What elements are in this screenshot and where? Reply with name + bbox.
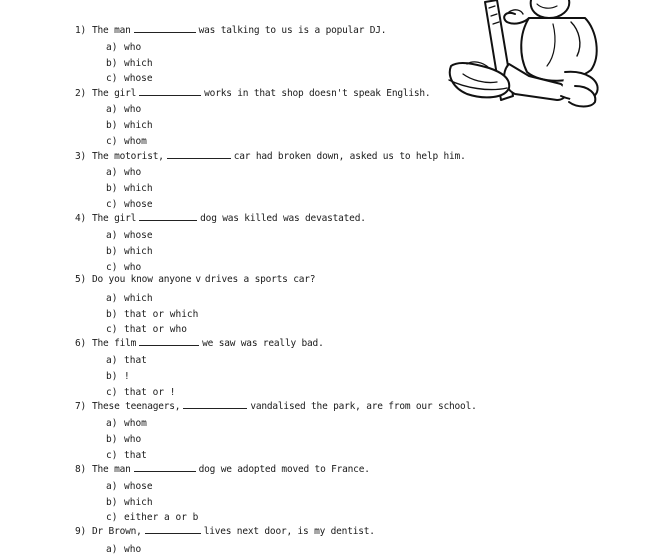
option-text: which (124, 183, 153, 194)
option-text: which (124, 293, 153, 304)
question-text-after: lives next door, is my dentist. (203, 526, 375, 537)
option-letter: c) (106, 512, 118, 523)
option-text: whom (124, 418, 147, 429)
answer-option[interactable] (106, 167, 141, 178)
option-letter: c) (106, 199, 118, 210)
option-text: whose (124, 481, 153, 492)
question-8 (64, 463, 370, 475)
question-text-after: works in that shop doesn't speak English. (204, 88, 431, 99)
option-text: which (124, 120, 153, 131)
question-text-before: These teenagers, (92, 401, 181, 412)
option-letter: b) (106, 120, 118, 131)
answer-option[interactable] (106, 418, 147, 429)
answer-option[interactable] (106, 387, 175, 398)
option-letter: b) (106, 434, 118, 445)
answer-blank[interactable] (167, 150, 231, 159)
option-letter: b) (106, 246, 118, 257)
question-text-before: The man (92, 464, 131, 475)
question-number: 8) (74, 464, 86, 475)
question-text-before: Dr Brown, (92, 526, 142, 537)
question-text-before: Do you know anyone (92, 274, 192, 285)
answer-blank[interactable] (183, 400, 247, 409)
answer-option[interactable] (106, 230, 153, 241)
answer-option[interactable] (106, 136, 147, 147)
option-letter: c) (106, 136, 118, 147)
question-3 (64, 150, 466, 162)
option-letter: b) (106, 309, 118, 320)
option-letter: a) (106, 418, 118, 429)
option-text: who (124, 104, 142, 115)
question-text-before: The girl (92, 213, 137, 224)
answer-option[interactable] (106, 355, 147, 366)
question-text-before: The motorist, (92, 151, 164, 162)
question-number: 2) (74, 88, 86, 99)
answer-blank[interactable] (134, 463, 196, 472)
option-letter: a) (106, 544, 118, 555)
question-2 (64, 87, 430, 99)
option-text: which (124, 58, 153, 69)
question-text-after: vandalised the park, are from our school. (250, 401, 477, 412)
question-text-before: The film (92, 338, 137, 349)
answer-blank[interactable] (145, 525, 201, 534)
option-text: who (124, 434, 142, 445)
answer-option[interactable] (106, 293, 153, 304)
answer-option[interactable] (106, 434, 141, 445)
answer-option[interactable] (106, 371, 130, 382)
answer-option[interactable] (106, 42, 141, 53)
option-text: that (124, 355, 147, 366)
option-letter: b) (106, 58, 118, 69)
option-text: whose (124, 199, 153, 210)
answer-blank[interactable] (134, 24, 196, 33)
question-7 (64, 400, 477, 412)
option-text: either a or b (124, 512, 199, 523)
question-number: 6) (74, 338, 86, 349)
option-text: whose (124, 230, 153, 241)
answer-option[interactable] (106, 324, 187, 335)
option-text: who (124, 167, 142, 178)
option-text: that (124, 450, 147, 461)
option-letter: b) (106, 371, 118, 382)
question-text-after: dog was killed was devastated. (200, 213, 366, 224)
question-number: 1) (74, 25, 86, 36)
answer-option[interactable] (106, 73, 153, 84)
question-text-after: was talking to us is a popular DJ. (198, 25, 387, 36)
option-letter: a) (106, 355, 118, 366)
option-letter: c) (106, 450, 118, 461)
answer-option[interactable] (106, 481, 153, 492)
option-letter: a) (106, 230, 118, 241)
option-letter: c) (106, 73, 118, 84)
question-text-after: dog we adopted moved to France. (198, 464, 370, 475)
option-text: who (124, 262, 142, 273)
question-4 (64, 212, 366, 224)
answer-blank[interactable] (139, 212, 197, 221)
question-text-after: drives a sports car? (204, 274, 316, 285)
option-text: that or who (124, 324, 187, 335)
answer-option[interactable] (106, 120, 153, 131)
answer-option[interactable] (106, 104, 141, 115)
answer-option[interactable] (106, 246, 153, 257)
answer-option[interactable] (106, 512, 198, 523)
option-text: which (124, 246, 153, 257)
question-text-before: The girl (92, 88, 137, 99)
question-number: 5) (74, 274, 86, 285)
answer-option[interactable] (106, 544, 141, 555)
option-letter: c) (106, 324, 118, 335)
answer-blank[interactable] (139, 87, 201, 96)
question-text-after: we saw was really bad. (202, 338, 324, 349)
answer-option[interactable] (106, 309, 198, 320)
option-letter: c) (106, 262, 118, 273)
answer-blank[interactable] (139, 337, 199, 346)
option-letter: a) (106, 104, 118, 115)
child-reading-illustration (445, 0, 615, 108)
inline-gap-mark[interactable]: v (195, 274, 201, 285)
answer-option[interactable] (106, 199, 153, 210)
option-letter: c) (106, 387, 118, 398)
question-number: 7) (74, 401, 86, 412)
answer-option[interactable] (106, 262, 141, 273)
option-text: which (124, 497, 153, 508)
option-text: who (124, 42, 142, 53)
answer-option[interactable] (106, 497, 153, 508)
option-letter: a) (106, 481, 118, 492)
option-text: whom (124, 136, 147, 147)
question-number: 4) (74, 213, 86, 224)
question-6 (64, 337, 324, 349)
question-1 (64, 24, 386, 36)
option-text: who (124, 544, 142, 555)
option-text: that or ! (124, 387, 176, 398)
option-letter: b) (106, 183, 118, 194)
question-5 (64, 274, 315, 285)
option-letter: a) (106, 42, 118, 53)
option-text: that or which (124, 309, 199, 320)
option-letter: a) (106, 167, 118, 178)
question-number: 3) (74, 151, 86, 162)
option-text: ! (124, 371, 130, 382)
option-letter: a) (106, 293, 118, 304)
option-text: whose (124, 73, 153, 84)
question-number: 9) (74, 526, 86, 537)
question-9 (64, 525, 375, 537)
answer-option[interactable] (106, 58, 153, 69)
option-letter: b) (106, 497, 118, 508)
answer-option[interactable] (106, 450, 147, 461)
question-text-after: car had broken down, asked us to help him. (233, 151, 466, 162)
question-text-before: The man (92, 25, 131, 36)
answer-option[interactable] (106, 183, 153, 194)
